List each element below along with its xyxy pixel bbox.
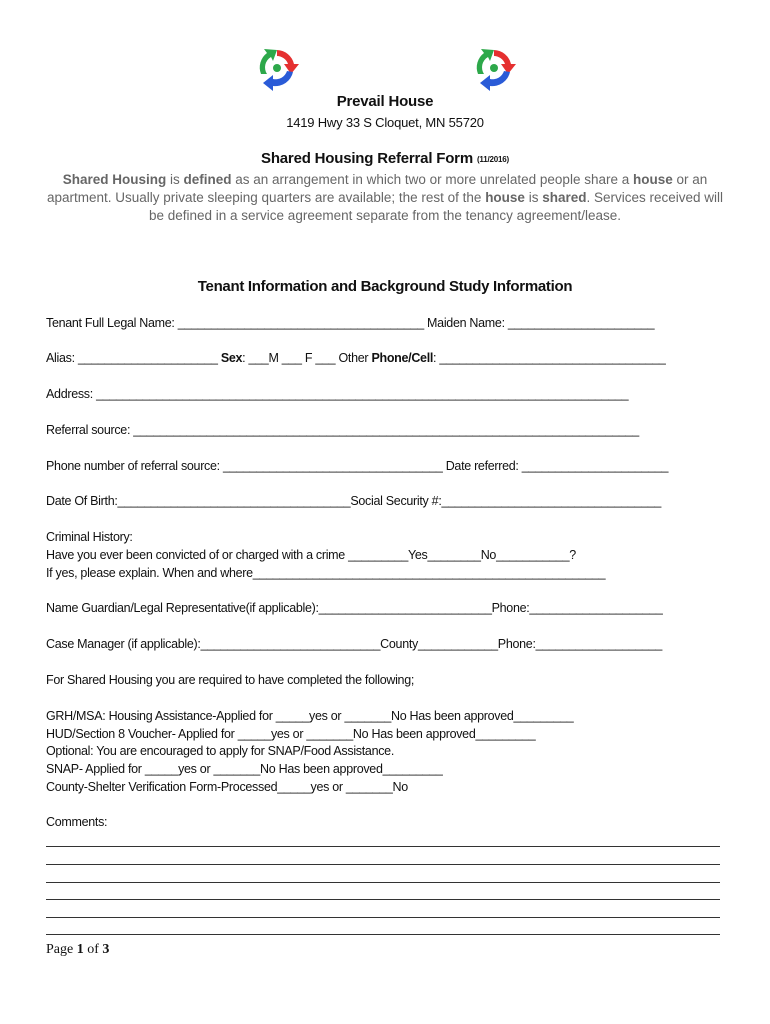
guardian-line[interactable]: Name Guardian/Legal Representative(if applicable):__________________________Phone:____________________ xyxy=(46,601,663,615)
form-title xyxy=(0,150,770,167)
grh-msa-line[interactable]: GRH/MSA: Housing Assistance-Applied for _____yes or _______No Has been approved_________ xyxy=(46,709,574,723)
comment-line-6[interactable] xyxy=(46,934,720,935)
comment-line-3[interactable] xyxy=(46,882,720,883)
referral-phone-date-line[interactable]: Phone number of referral source: _________________________________ Date referred: ______________________ xyxy=(46,459,669,473)
case-manager-line[interactable]: Case Manager (if applicable):___________________________County____________Phone:___________________ xyxy=(46,637,663,651)
dob-ssn-line[interactable]: Date Of Birth:___________________________________Social Security #:_________________________________ xyxy=(46,494,662,508)
criminal-history-explain[interactable]: If yes, please explain. When and where_____________________________________________________ xyxy=(46,566,606,580)
optional-snap-note: Optional: You are encouraged to apply for SNAP/Food Assistance. xyxy=(46,744,395,758)
section-title: Tenant Information and Background Study Information xyxy=(197,278,573,295)
criminal-history-question[interactable]: Have you ever been convicted of or charged with a crime _________Yes________No___________? xyxy=(46,548,576,562)
organization-name: Prevail House xyxy=(336,93,434,110)
snap-line[interactable]: SNAP- Applied for _____yes or _______No Has been approved_________ xyxy=(46,762,443,776)
requirements-intro: For Shared Housing you are required to have completed the following; xyxy=(46,673,415,687)
referral-source-line[interactable]: Referral source: ____________________________________________________________________________ xyxy=(46,423,639,437)
comment-line-4[interactable] xyxy=(46,899,720,900)
address-line[interactable]: Address: ________________________________________________________________________________ xyxy=(46,387,629,401)
county-shelter-line[interactable]: County-Shelter Verification Form-Processed_____yes or _______No xyxy=(46,780,408,794)
comment-line-5[interactable] xyxy=(46,917,720,918)
comments-label: Comments: xyxy=(46,815,108,829)
hud-section8-line[interactable]: HUD/Section 8 Voucher- Applied for _____yes or _______No Has been approved_________ xyxy=(46,727,536,741)
comment-line-2[interactable] xyxy=(46,864,720,865)
shared-housing-description: Shared Housing is defined as an arrangement in which two or more unrelated people share a house or an apartment. Usually private sleeping quarters are available; the rest of the house is shared. Services received will be defined in a service agreement separate from the tenancy agreement/lease. xyxy=(46,172,724,223)
alias-sex-phone-line[interactable]: Alias: _____________________ Sex: ___M ___ F ___ Other Phone/Cell: __________________________________ xyxy=(46,351,666,365)
page-number: Page 1 of 3 xyxy=(46,942,110,957)
recycle-arrows-logo-left xyxy=(253,44,301,92)
recycle-arrows-logo-right xyxy=(470,44,518,92)
comment-line-1[interactable] xyxy=(46,846,720,847)
organization-address: 1419 Hwy 33 S Cloquet, MN 55720 xyxy=(286,115,484,130)
tenant-name-line[interactable]: Tenant Full Legal Name: _____________________________________ Maiden Name: ______________________ xyxy=(46,316,655,330)
form-version: (11/2016) xyxy=(476,155,509,164)
form-title-text: Shared Housing Referral Form xyxy=(261,150,473,167)
criminal-history-heading: Criminal History: xyxy=(46,530,133,544)
